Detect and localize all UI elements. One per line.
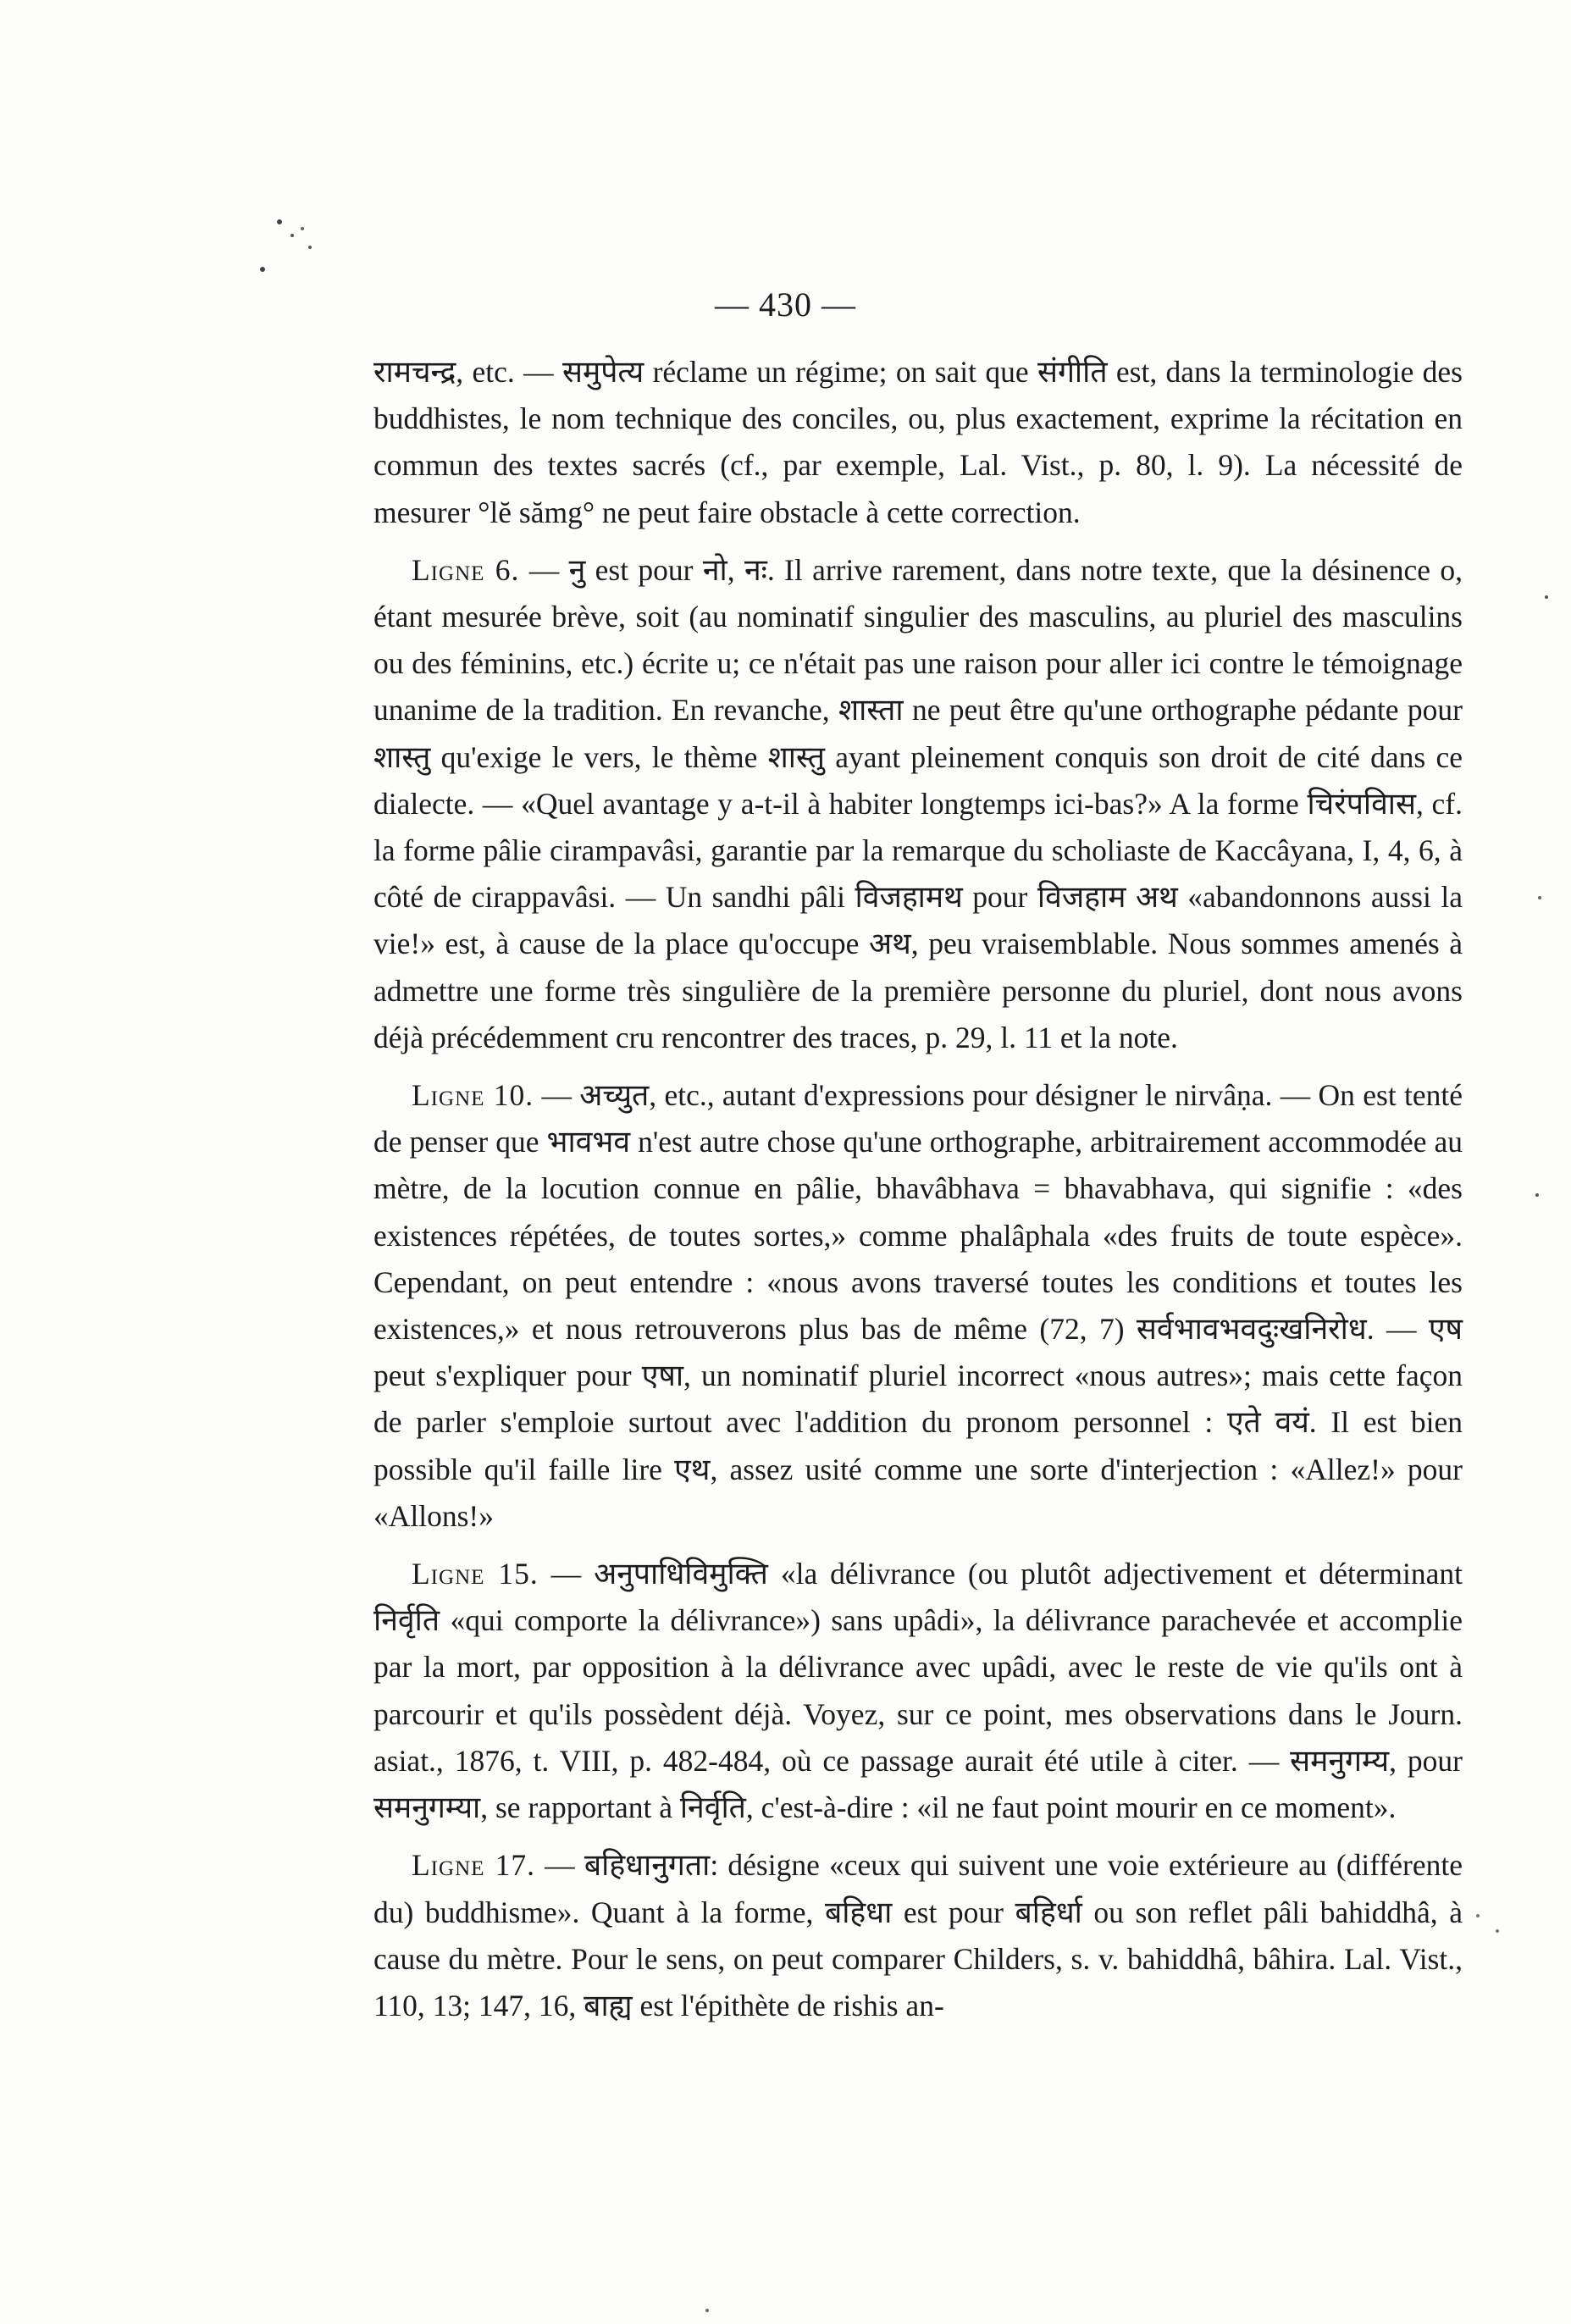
line-reference: Ligne 10. [412,1078,534,1113]
paragraph-continuation [373,349,1463,536]
paragraph-ligne-17 [373,1842,1463,2029]
paragraph-text: — बहिधानुगता: désigne «ceux qui suivent une voie extérieure au (différente du) buddhisme». Quant à la forme, बहिधा est pour बहिर्धा ou son reflet pâli bahiddhâ, à cause du mètre. Pour le sens, on peut comparer Childers, s. v. bahiddhâ, bâhira. Lal. Vist., 110, 13; 147, 16, बाह्य est l'épithète de rishis an- [373,1848,1463,2022]
paragraph-text: — अच्युत, etc., autant d'expressions pour désigner le nirvâṇa. — On est tenté de penser que भावभव n'est autre chose qu'une orthographe, arbitrairement accommodée au mètre, de la locution connue en pâlie, bhavâbhava = bhavabhava, qui signifie : «des existences répétées, de toutes sortes,» comme phalâphala «des fruits de toute espèce». Cependant, on peut entendre : «nous avons traversé toutes les conditions et toutes les existences,» et nous retrouverons plus bas de même (72, 7) सर्वभावभवदुःखनिरोध. — एष peut s'expliquer pour एषा, un nominatif pluriel incorrect «nous autres»; mais cette façon de parler s'emploie surtout avec l'addition du pronom personnel : एते वयं. Il est bien possible qu'il faille lire एथ, assez usité comme une sorte d'interjection : «Allez!» pour «Allons!» [373,1078,1463,1533]
paragraph-ligne-15 [373,1551,1463,1831]
line-reference: Ligne 6. [412,552,520,587]
paragraph-text: — अनुपाधिविमुक्ति «la délivrance (ou plutôt adjectivement et déterminant निर्वृति «qui comporte la délivrance») sans upâdi», la délivrance parachevée et accomplie par la mort, par opposition à la délivrance avec upâdi, avec le reste de vie qu'ils ont à parcourir et qu'ils possèdent déjà. Voyez, sur ce point, mes observations dans le Journ. asiat., 1876, t. VIII, p. 482-484, où ce passage aurait été utile à citer. — समनुगम्य, pour समनुगम्या, se rapportant à निर्वृति, c'est-à-dire : «il ne faut point mourir en ce moment». [373,1557,1463,1825]
paragraph-ligne-6 [373,547,1463,1061]
line-reference: Ligne 15. [412,1557,539,1591]
paragraph-ligne-10 [373,1072,1463,1540]
paragraph-text: — नु est pour नो, नः. Il arrive rarement, dans notre texte, que la désinence o, étant mesurée brève, soit (au nominatif singulier des masculins, au pluriel des masculins ou des féminins, etc.) écrite u; ce n'était pas une raison pour aller ici contre le témoignage unanime de la tradition. En revanche, शास्ता ne peut être qu'une orthographe pédante pour शास्तु qu'exige le vers, le thème शास्तु ayant pleinement conquis son droit de cité dans ce dialecte. — «Quel avantage y a-t-il à habiter longtemps ici-bas?» A la forme चिरंपविास, cf. la forme pâlie cirampavâsi, garantie par la remarque du scholiaste de Kaccâyana, I, 4, 6, à côté de cirappavâsi. — Un sandhi pâli विजहामथ pour विजहाम अथ «abandonnons aussi la vie!» est, à cause de la place qu'occupe अथ, peu vraisemblable. Nous sommes amenés à admettre une forme très singulière de la première personne du pluriel, dont nous avons déjà précédemment cru rencontrer des traces, p. 29, l. 11 et la note. [373,552,1463,1054]
line-reference: Ligne 17. [412,1848,535,1883]
body-text [373,349,1463,2040]
page-number: — 430 — [715,285,856,324]
paragraph-text: रामचन्द्र, etc. — समुपेत्य réclame un régime; on sait que संगीति est, dans la terminologie des buddhistes, le nom technique des conciles, ou, plus exactement, exprime la récitation en commun des textes sacrés (cf., par exemple, Lal. Vist., p. 80, l. 9). La nécessité de mesurer °lĕ sămg° ne peut faire obstacle à cette correction. [373,355,1463,529]
